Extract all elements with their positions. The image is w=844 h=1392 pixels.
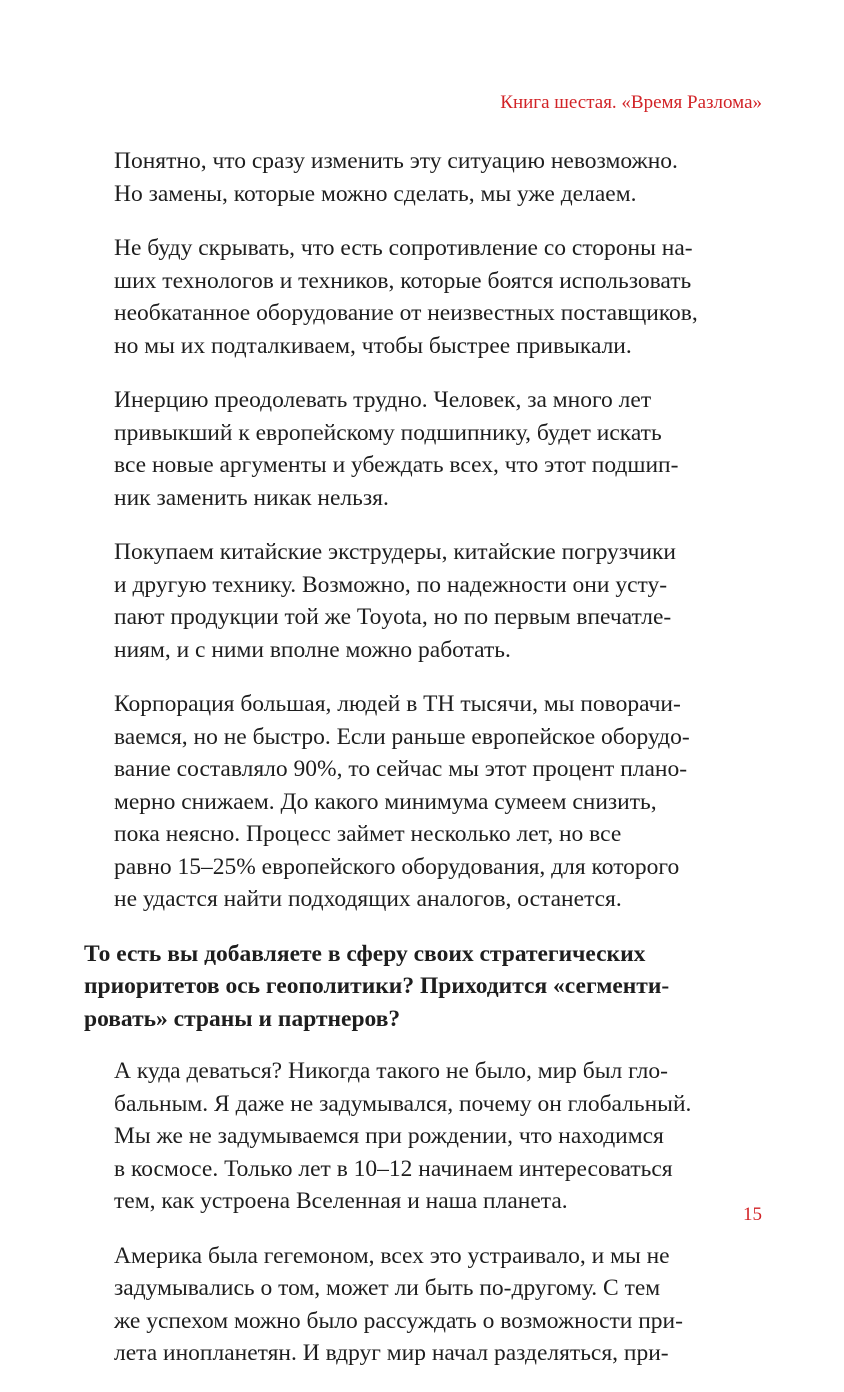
- text-line: Понятно, что сразу изменить эту ситуацию невозможно.: [114, 148, 678, 174]
- text-line: Инерцию преодолевать трудно. Человек, за много лет: [114, 387, 652, 413]
- text-line: необкатанное оборудование от неизвестных поставщиков,: [114, 300, 698, 326]
- text-line: все новые аргументы и убеждать всех, что этот подшип-: [114, 452, 679, 478]
- answer-paragraph: [114, 232, 719, 362]
- text-line: и другую технику. Возможно, по надежности они усту-: [114, 571, 668, 598]
- text-line: ваемся, но не быстро. Если раньше европейское оборудо-: [114, 723, 690, 750]
- text-line: задумывались о том, может ли быть по-другому. С тем: [114, 1275, 661, 1301]
- text-line: Но замены, которые можно сделать, мы уже делаем.: [114, 180, 637, 207]
- interview-question: [84, 938, 719, 1036]
- text-line: ших технологов и техников, которые боятся использовать: [114, 267, 692, 294]
- text-line: мерно снижаем. До какого минимума сумеем снизить,: [114, 788, 657, 815]
- answer-paragraph: [114, 1055, 719, 1218]
- answer-paragraph: [114, 688, 719, 916]
- text-line: Мы же не задумываемся при рождении, что находимся: [114, 1123, 664, 1149]
- text-line: равно 15–25% европейского оборудования, для которого: [114, 853, 680, 880]
- text-line: Корпорация большая, людей в ТН тысячи, мы поворачи-: [114, 691, 681, 717]
- text-line: Америка была гегемоном, всех это устраивало, и мы не: [114, 1242, 670, 1269]
- text-line: но мы их подталкиваем, чтобы быстрее привыкали.: [114, 332, 632, 359]
- answer-paragraph: [114, 384, 719, 514]
- running-head: Книга шестая. «Время Разлома»: [500, 92, 762, 113]
- text-line: лета инопланетян. И вдруг мир начал разделяться, при-: [114, 1340, 669, 1366]
- text-line: Не буду скрывать, что есть сопротивление со стороны на-: [114, 235, 693, 261]
- text-line: ник заменить никак нельзя.: [114, 484, 389, 511]
- text-line: А куда деваться? Никогда такого не было, мир был гло-: [114, 1058, 668, 1084]
- text-line: тем, как устроена Вселенная и наша планета.: [114, 1188, 568, 1214]
- question-line: приоритетов ось геополитики? Приходится «сегменти-: [84, 973, 670, 999]
- answer-paragraph: [114, 1240, 719, 1370]
- text-line: привыкший к европейскому подшипнику, будет искать: [114, 419, 662, 446]
- text-line: вание составляло 90%, то сейчас мы этот процент плано-: [114, 756, 688, 782]
- text-line: бальным. Я даже не задумывался, почему он глобальный.: [114, 1090, 692, 1117]
- page-body: [84, 145, 719, 1392]
- question-line: То есть вы добавляете в сферу своих стратегических: [84, 940, 646, 967]
- answer-paragraph: [114, 145, 719, 210]
- text-line: пают продукции той же Toyota, но по первым впечатле-: [114, 604, 672, 630]
- answer-paragraph: [114, 536, 719, 666]
- text-line: не удастся найти подходящих аналогов, останется.: [114, 886, 622, 912]
- text-line: в космосе. Только лет в 10–12 начинаем интересоваться: [114, 1155, 673, 1182]
- text-line: же успехом можно было рассуждать о возможности при-: [114, 1307, 683, 1334]
- text-line: пока неясно. Процесс займет несколько лет, но все: [114, 821, 622, 847]
- text-line: Покупаем китайские экструдеры, китайские погрузчики: [114, 539, 676, 565]
- text-line: ниям, и с ними вполне можно работать.: [114, 636, 511, 663]
- page-number: 15: [743, 1204, 762, 1225]
- question-line: ровать» страны и партнеров?: [84, 1005, 401, 1032]
